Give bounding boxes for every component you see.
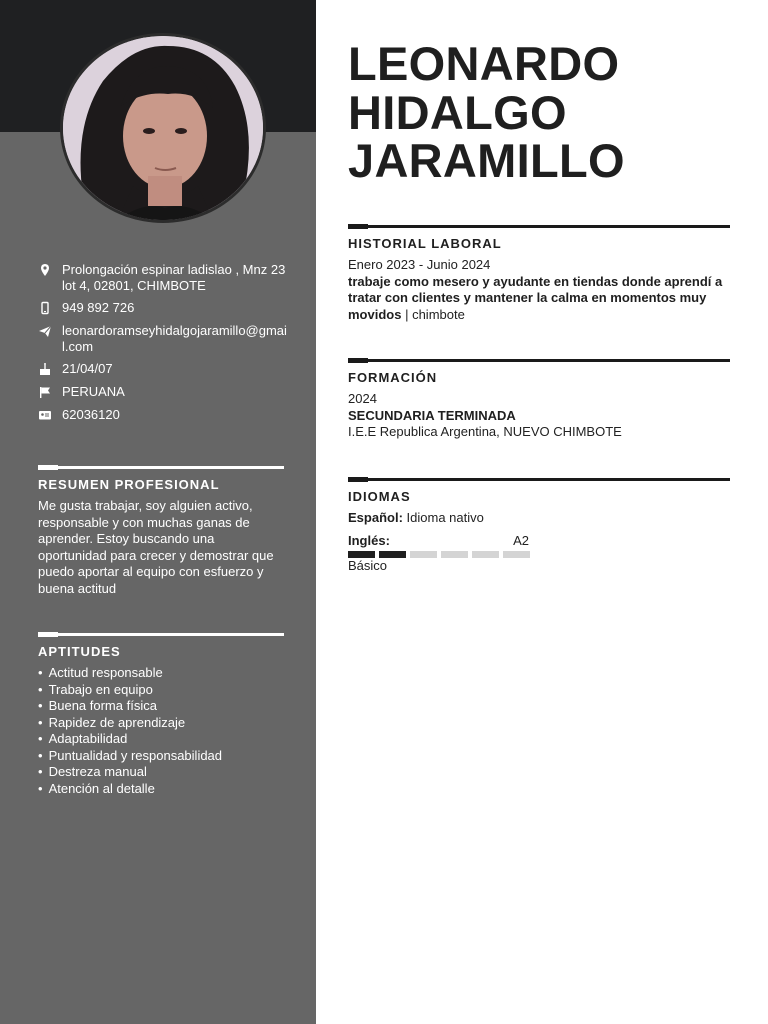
profile-photo: [60, 33, 266, 223]
id-number-text: 62036120: [62, 407, 120, 422]
work-heading: HISTORIAL LABORAL: [348, 236, 502, 251]
summary-section: [38, 466, 284, 597]
id-card-icon: [38, 408, 54, 424]
work-section: [348, 225, 730, 323]
level-bar-segment: [441, 551, 468, 558]
level-bar-segment: [379, 551, 406, 558]
education-year: 2024: [348, 391, 377, 406]
education-heading: FORMACIÓN: [348, 370, 438, 385]
list-item: • Destreza manual: [38, 764, 284, 781]
education-divider: [348, 359, 730, 362]
education-degree: SECUNDARIA TERMINADA: [348, 407, 516, 423]
summary-heading: RESUMEN PROFESIONAL: [38, 477, 220, 492]
name-line-third: JARAMILLO: [348, 134, 625, 187]
contact-nationality: [38, 384, 288, 401]
languages-divider: [348, 478, 730, 481]
level-bar-segment: [348, 551, 375, 558]
list-item: • Atención al detalle: [38, 781, 284, 798]
spanish-level: Idioma nativo: [406, 510, 484, 525]
education-school: I.E.E Republica Argentina, NUEVO CHIMBOTE: [348, 424, 622, 439]
contact-list: [38, 262, 288, 430]
contact-email: [38, 323, 288, 355]
flag-icon: [38, 385, 54, 401]
languages-heading: IDIOMAS: [348, 489, 411, 504]
summary-divider: [38, 466, 284, 469]
spanish-label: Español:: [348, 510, 403, 525]
work-description: [348, 274, 730, 324]
language-spanish: [348, 510, 730, 527]
list-item: • Rapidez de aprendizaje: [38, 715, 284, 732]
english-level-text: Básico: [348, 558, 388, 573]
language-english: [348, 533, 529, 550]
education-section: [348, 359, 730, 441]
work-location: chimbote: [412, 306, 465, 322]
page-title: [348, 37, 748, 187]
level-bar-segment: [410, 551, 437, 558]
birthday-cake-icon: [38, 362, 54, 378]
work-role: trabaje como mesero y ayudante en tiendas donde aprendí a tratar con clientes y mantener la calma en momentos muy movidos: [348, 273, 723, 322]
skills-divider: [38, 633, 284, 636]
nationality-text: PERUANA: [62, 384, 125, 399]
english-level-bars: [348, 551, 730, 558]
contact-address: [38, 262, 288, 294]
name-line-first: LEONARDO: [348, 37, 620, 90]
list-item: • Puntualidad y responsabilidad: [38, 748, 284, 765]
skills-heading: APTITUDES: [38, 644, 121, 659]
list-item: • Buena forma física: [38, 698, 284, 715]
address-text: Prolongación espinar ladislao , Mnz 23 lot 4, 02801, CHIMBOTE: [62, 262, 286, 293]
list-item: • Adaptabilidad: [38, 731, 284, 748]
work-divider: [348, 225, 730, 228]
level-bar-segment: [472, 551, 499, 558]
location-pin-icon: [38, 263, 54, 279]
english-label: Inglés:: [348, 532, 390, 548]
phone-text: 949 892 726: [62, 300, 135, 315]
paper-plane-icon: [38, 324, 54, 340]
skills-list: [38, 665, 284, 797]
level-bar-segment: [503, 551, 530, 558]
skills-section: [38, 633, 284, 797]
phone-icon: [38, 301, 54, 317]
list-item: • Trabajo en equipo: [38, 682, 284, 699]
work-separator: |: [401, 306, 413, 322]
email-text: leonardoramseyhidalgojaramillo@gmail.com: [62, 323, 287, 354]
english-code: A2: [513, 532, 529, 548]
contact-id: [38, 407, 288, 424]
name-line-second: HIDALGO: [348, 85, 567, 139]
summary-text: Me gusta trabajar, soy alguien activo, responsable y con muchas ganas de aprender. Estoy buscando una oportunidad para crecer y demostrar que puedo aportar al equipo con esfuerzo y buena actitud: [38, 498, 274, 596]
list-item: • Actitud responsable: [38, 665, 284, 682]
languages-section: [348, 478, 730, 575]
contact-birthdate: [38, 361, 288, 378]
birthdate-text: 21/04/07: [62, 361, 113, 376]
contact-phone: [38, 300, 288, 317]
work-dates: Enero 2023 - Junio 2024: [348, 257, 491, 272]
